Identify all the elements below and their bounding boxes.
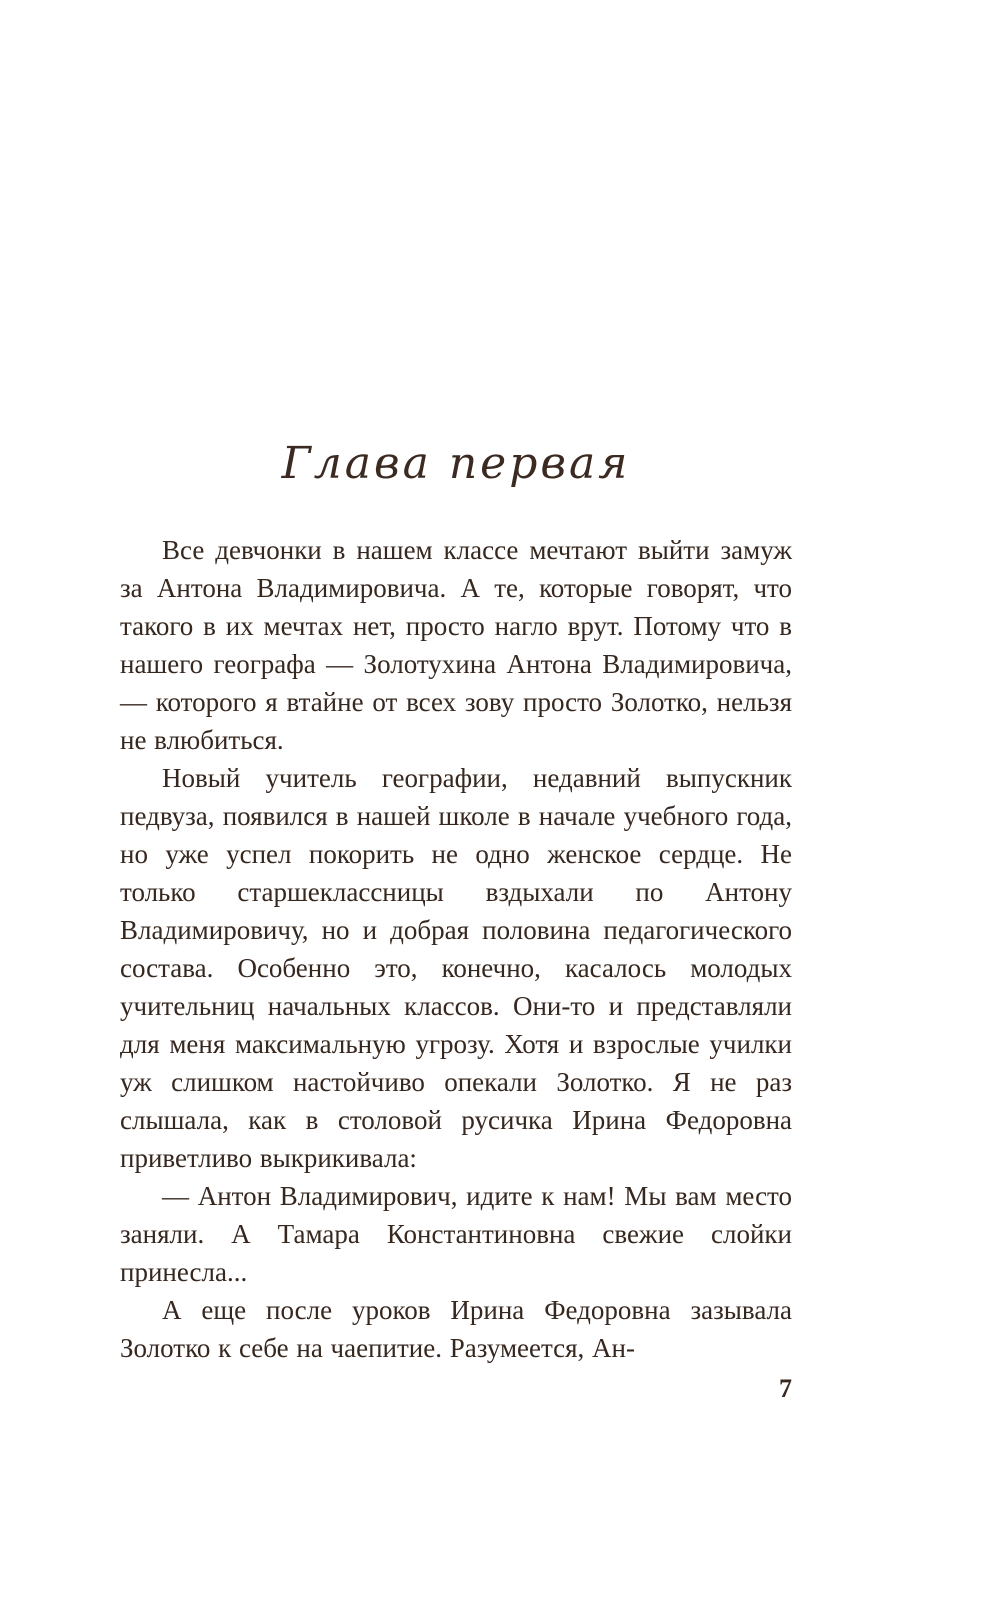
paragraph: А еще после уроков Ирина Федоровна зазывала Золотко к себе на чаепитие. Разумеется, Ан- — [120, 1295, 792, 1363]
paragraph: Новый учитель географии, недавний выпускник педвуза, появился в нашей школе в начале учебного года, но уже успел покорить не одно женское сердце. Не только старшеклассницы вздыхали по Антону Владимировичу, но и добрая половина педагогического состава. Особенно это, конечно, касалось молодых учительниц начальных классов. Они-то и представляли для меня максимальную угрозу. Хотя и взрослые училки уж слишком настойчиво опекали Золотко. Я не раз слышала, как в столовой русичка Ирина Федоровна приветливо выкрикивала: — [120, 763, 792, 1173]
paragraph: Все девчонки в нашем классе мечтают выйти замуж за Антона Владимировича. А те, которые говорят, что такого в их мечтах нет, просто нагло врут. Потому что в нашего географа — Золотухина Антона Владимировича, — которого я втайне от всех зову просто Золотко, нельзя не влюбиться. — [120, 535, 792, 755]
page-number: 7 — [779, 1374, 792, 1403]
chapter-body — [120, 531, 792, 1367]
paragraph-dialogue: — Антон Владимирович, идите к нам! Мы вам место заняли. А Тамара Константиновна свежие слойки принесла... — [120, 1181, 792, 1287]
chapter-title: Глава первая — [281, 438, 631, 489]
